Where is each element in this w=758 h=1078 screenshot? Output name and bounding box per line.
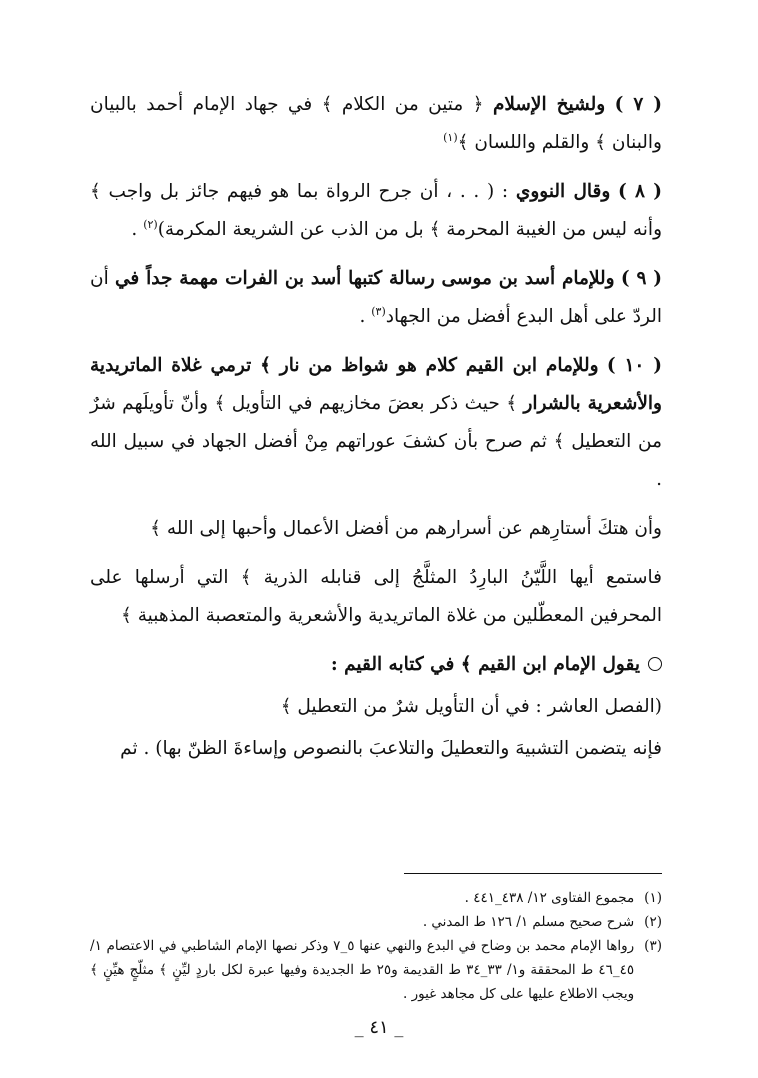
paragraph-14: (الفصل العاشر : في أن التأويل شرٌ من التعطيل ﴾ [280, 696, 662, 717]
paragraph-8 [90, 173, 662, 249]
footnote-reference[interactable]: (٣) [371, 304, 386, 318]
footnote-text: رواها الإمام محمد بن وضاح في البدع والنهي عنها ٥_٧ وذكر نصها الإمام الشاطبي في الاعتصام ١/ ٤٥_٤٦ ط المحققة و١/ ٣٣_٣٤ ط القديمة و٢٥ ط الجديدة وفيها عبرة لكل باردٍ ليِّنٍ ﴾ مثلّجٍ هيِّنٍ ﴾ ويجب الاطلاع عليها على كل مجاهد غيور . [90, 938, 635, 1002]
lead-text: وقال النووي [515, 181, 611, 202]
footnote-2 [90, 910, 662, 934]
paragraph-text: ﴾ حيث ذكر بعضَ مخازيهم في التأويل ﴾ وأنّ تأويلَهم شرٌ من التعطيل ﴾ ثم صرح بأن كشفَ عوراتهم مِنْ أفضل الجهاد في سبيل الله . [90, 393, 662, 490]
paragraph-9 [90, 260, 662, 336]
footnote-1 [90, 886, 662, 910]
paragraph-13 [90, 646, 662, 684]
paragraph-text: ﴿ متين من الكلام ﴾ في جهاد الإمام أحمد بالبيان والبنان ﴾ والقلم واللسان ﴾ [90, 94, 662, 153]
paragraph-7 [90, 86, 662, 162]
footnote-reference[interactable]: (١) [443, 130, 458, 144]
paragraph-15: فإنه يتضمن التشبيهَ والتعطيلَ والتلاعبَ بالنصوص وإساءةَ الظنّ بها) . ثم [120, 738, 662, 759]
item-number: ( ٧ ) [614, 94, 662, 115]
footnote-separator [404, 873, 662, 874]
item-number: ( ٩ ) [620, 268, 662, 289]
lead-text: وللإمام أسد بن موسى رسالة كتبها أسد بن الفرات مهمة جداً في [115, 268, 615, 289]
item-number: ( ١٠ ) [606, 355, 662, 376]
footnote-reference[interactable]: (٢) [143, 217, 158, 231]
paragraph-10 [90, 347, 662, 499]
lead-text: وللإمام ابن القيم كلام هو شواظ من نار ﴾ ترمي غلاة الماتريدية والأشعرية بالشرار [90, 355, 662, 414]
footnote-number: (١) [644, 890, 662, 906]
paragraph-11: وأن هتكَ أستارِهم عن أسرارهم من أفضل الأعمال وأحبها إلى الله ﴾ [150, 518, 662, 539]
footnote-number: (٣) [644, 938, 662, 954]
footnote-text: شرح صحيح مسلم ١/ ١٢٦ ط المدني . [422, 914, 635, 930]
footnote-number: (٢) [644, 914, 662, 930]
page-number: _ ٤١ _ [354, 1017, 404, 1038]
quote-intro: يقول الإمام ابن القيم ﴾ في كتابه القيم : [330, 654, 640, 675]
paragraph-tail: . [131, 219, 144, 240]
paragraph-text: أن الردّ على أهل البدع أفضل من الجهاد [90, 268, 662, 327]
main-text [90, 86, 662, 779]
paragraph-text: : ( . . ، أن جرح الرواة بما هو فيهم جائز بل واجب ﴾ وأنه ليس من الغيبة المحرمة ﴾ بل من الذب عن الشريعة المكرمة) [90, 181, 662, 240]
item-number: ( ٨ ) [618, 181, 662, 202]
lead-text: ولشيخ الإسلام [492, 94, 606, 115]
paragraph-12: فاستمع أيها اللَّيّنُ البارِدُ المثلَّجُ إلى قنابله الذرية ﴾ التي أرسلها على المحرفين المعطّلين من غلاة الماتريدية والأشعرية والمتعصبة المذهبية ﴾ [90, 567, 662, 626]
paragraph-tail: . [359, 306, 372, 327]
circle-bullet-icon [648, 657, 662, 671]
footnote-3 [90, 934, 662, 1006]
footnote-text: مجموع الفتاوى ١٢/ ٤٣٨_٤٤١ . [464, 890, 635, 906]
footnotes [90, 886, 662, 1006]
